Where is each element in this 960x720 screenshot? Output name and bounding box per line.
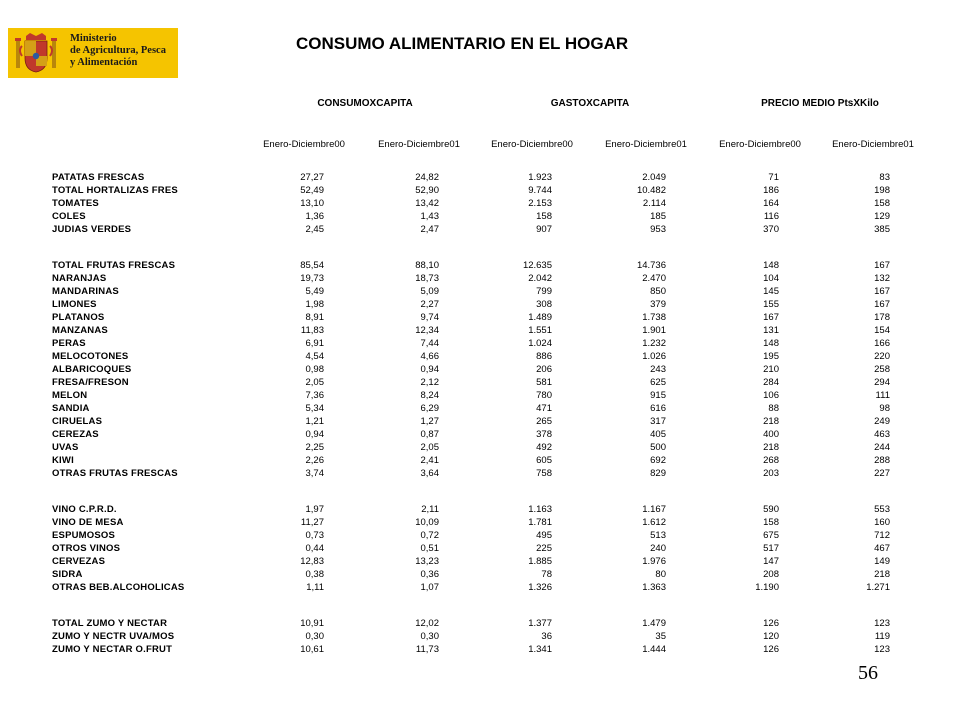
table-cell: 513 [650,530,666,541]
table-row [0,468,960,481]
table-cell: 1,97 [305,504,324,515]
table-cell: 9.744 [528,185,552,196]
table-cell: 1.163 [528,504,552,515]
table-row [0,325,960,338]
table-cell: 225 [536,543,552,554]
table-cell: 155 [763,299,779,310]
table-cell: 7,44 [420,338,439,349]
table-cell: 160 [874,517,890,528]
table-cell: 758 [536,468,552,479]
table-cell: 149 [874,556,890,567]
table-cell: 126 [763,644,779,655]
column-header: Enero-Diciembre01 [378,139,460,150]
table-cell: 2,47 [420,224,439,235]
column-header: Enero-Diciembre01 [832,139,914,150]
table-cell: 0,87 [420,429,439,440]
table-cell: 2,05 [420,442,439,453]
table-cell: 123 [874,618,890,629]
table-cell: 164 [763,198,779,209]
table-row [0,390,960,403]
table-cell: 98 [879,403,890,414]
table-cell: 111 [875,390,890,401]
row-label: PATATAS FRESCAS [52,172,145,183]
table-cell: 158 [874,198,890,209]
table-cell: 492 [536,442,552,453]
table-cell: 2,12 [420,377,439,388]
table-cell: 4,54 [305,351,324,362]
table-cell: 317 [650,416,666,427]
table-cell: 104 [763,273,779,284]
table-cell: 36 [541,631,552,642]
table-row [0,582,960,595]
table-cell: 1.479 [642,618,666,629]
table-cell: 249 [874,416,890,427]
table-cell: 378 [536,429,552,440]
table-cell: 780 [536,390,552,401]
table-cell: 1.901 [642,325,666,336]
table-cell: 0,38 [305,569,324,580]
table-cell: 1,07 [420,582,439,593]
table-cell: 0,30 [420,631,439,642]
table-cell: 1.363 [642,582,666,593]
table-cell: 27,27 [300,172,324,183]
table-cell: 198 [874,185,890,196]
table-row [0,455,960,468]
table-cell: 0,94 [420,364,439,375]
table-cell: 265 [536,416,552,427]
table-cell: 6,29 [420,403,439,414]
table-cell: 10,61 [300,644,324,655]
table-row [0,618,960,631]
table-row [0,644,960,657]
table-cell: 2,27 [420,299,439,310]
row-label: ESPUMOSOS [52,530,116,541]
row-label: KIWI [52,455,74,466]
row-label: OTRAS BEB.ALCOHOLICAS [52,582,185,593]
table-cell: 167 [763,312,779,323]
table-cell: 471 [536,403,552,414]
table-cell: 675 [763,530,779,541]
table-cell: 80 [655,569,666,580]
table-cell: 18,73 [415,273,439,284]
row-label: TOTAL FRUTAS FRESCAS [52,260,176,271]
table-cell: 463 [874,429,890,440]
ministry-line: de Agricultura, Pesca [70,45,166,56]
table-cell: 799 [536,286,552,297]
row-label: VINO C.P.R.D. [52,504,117,515]
table-cell: 605 [536,455,552,466]
column-group-gasto: GASTOXCAPITA [550,98,630,109]
table-row [0,517,960,530]
table-row [0,543,960,556]
table-cell: 120 [763,631,779,642]
table-cell: 148 [763,260,779,271]
table-cell: 83 [879,172,890,183]
table-cell: 1.444 [642,644,666,655]
table-cell: 3,74 [305,468,324,479]
table-cell: 167 [874,299,890,310]
table-cell: 370 [763,224,779,235]
table-cell: 123 [874,644,890,655]
table-cell: 2,26 [305,455,324,466]
table-cell: 0,73 [305,530,324,541]
table-cell: 379 [650,299,666,310]
table-cell: 288 [874,455,890,466]
table-cell: 132 [874,273,890,284]
table-cell: 1,36 [305,211,324,222]
table-row [0,429,960,442]
table-cell: 145 [763,286,779,297]
table-cell: 119 [874,631,890,642]
table-cell: 71 [768,172,779,183]
table-cell: 220 [874,351,890,362]
data-table [0,172,960,657]
table-cell: 0,30 [305,631,324,642]
coat-of-arms-icon [14,32,58,74]
table-cell: 116 [763,211,779,222]
column-header: Enero-Diciembre00 [263,139,345,150]
table-cell: 10,09 [415,517,439,528]
table-cell: 467 [874,543,890,554]
table-row [0,224,960,237]
table-cell: 178 [874,312,890,323]
table-cell: 616 [650,403,666,414]
table-cell: 244 [874,442,890,453]
table-cell: 88,10 [415,260,439,271]
ministry-line: Ministerio [70,33,117,44]
row-label: MELON [52,390,88,401]
page-number: 56 [858,662,878,684]
row-label: CERVEZAS [52,556,106,567]
row-label: OTROS VINOS [52,543,121,554]
row-label: OTRAS FRUTAS FRESCAS [52,468,178,479]
table-cell: 13,23 [415,556,439,567]
table-cell: 2.114 [642,198,666,209]
table-cell: 5,34 [305,403,324,414]
table-cell: 148 [763,338,779,349]
table-cell: 1,43 [420,211,439,222]
table-cell: 1.885 [528,556,552,567]
table-cell: 495 [536,530,552,541]
table-cell: 7,36 [305,390,324,401]
table-cell: 400 [763,429,779,440]
column-group-precio: PRECIO MEDIO PtsXKilo [761,98,879,109]
table-cell: 907 [536,224,552,235]
row-label: SIDRA [52,569,83,580]
table-cell: 0,51 [420,543,439,554]
table-cell: 1.341 [528,644,552,655]
table-cell: 12,83 [300,556,324,567]
table-cell: 1,21 [305,416,324,427]
table-cell: 154 [874,325,890,336]
table-cell: 185 [650,211,666,222]
row-label: MANDARINAS [52,286,119,297]
table-row [0,530,960,543]
table-row [0,273,960,286]
row-label: MELOCOTONES [52,351,129,362]
table-cell: 1,11 [306,582,324,593]
table-cell: 126 [763,618,779,629]
table-cell: 10,91 [300,618,324,629]
table-cell: 1,98 [305,299,324,310]
table-cell: 2.042 [528,273,552,284]
table-cell: 5,09 [420,286,439,297]
table-cell: 218 [763,416,779,427]
table-cell: 208 [763,569,779,580]
table-cell: 167 [874,286,890,297]
table-cell: 829 [650,468,666,479]
table-cell: 166 [874,338,890,349]
table-cell: 5,49 [305,286,324,297]
table-cell: 1.738 [642,312,666,323]
table-cell: 0,44 [305,543,324,554]
table-cell: 11,73 [415,644,439,655]
table-cell: 12.635 [522,260,552,271]
row-label: CIRUELAS [52,416,103,427]
table-cell: 1.190 [755,582,779,593]
row-label: VINO DE MESA [52,517,124,528]
table-cell: 500 [650,442,666,453]
table-cell: 2,25 [305,442,324,453]
table-row [0,403,960,416]
table-cell: 78 [541,569,552,580]
table-row [0,631,960,644]
table-cell: 4,66 [420,351,439,362]
table-cell: 52,49 [300,185,324,196]
table-cell: 10.482 [636,185,666,196]
table-cell: 240 [650,543,666,554]
row-label: ZUMO Y NECTR UVA/MOS [52,631,175,642]
table-cell: 13,10 [300,198,324,209]
table-cell: 1.232 [642,338,666,349]
table-cell: 590 [763,504,779,515]
row-label: TOMATES [52,198,99,209]
table-cell: 2.153 [528,198,552,209]
table-cell: 11,83 [300,325,324,336]
table-cell: 12,02 [415,618,439,629]
table-cell: 625 [650,377,666,388]
table-cell: 3,64 [420,468,439,479]
table-row [0,351,960,364]
table-cell: 186 [763,185,779,196]
table-cell: 284 [763,377,779,388]
table-cell: 88 [768,403,779,414]
table-cell: 581 [536,377,552,388]
table-cell: 0,36 [420,569,439,580]
table-cell: 243 [650,364,666,375]
page-title: CONSUMO ALIMENTARIO EN EL HOGAR [296,34,629,53]
table-row [0,172,960,185]
table-row [0,338,960,351]
table-cell: 131 [763,325,779,336]
table-cell: 8,91 [305,312,324,323]
table-cell: 886 [536,351,552,362]
table-cell: 517 [763,543,779,554]
row-label: ALBARICOQUES [52,364,132,375]
table-cell: 294 [874,377,890,388]
table-cell: 0,94 [305,429,324,440]
table-cell: 12,34 [415,325,439,336]
table-cell: 158 [536,211,552,222]
row-label: JUDIAS VERDES [52,224,132,235]
column-header: Enero-Diciembre00 [491,139,573,150]
table-cell: 2,11 [421,504,439,515]
table-cell: 167 [874,260,890,271]
table-cell: 8,24 [420,390,439,401]
table-cell: 85,54 [300,260,324,271]
table-cell: 13,42 [415,198,439,209]
table-row [0,504,960,517]
table-cell: 1.271 [866,582,890,593]
table-cell: 158 [763,517,779,528]
table-row [0,185,960,198]
table-cell: 1.326 [528,582,552,593]
table-cell: 2.049 [642,172,666,183]
table-cell: 385 [874,224,890,235]
table-cell: 1.489 [528,312,552,323]
row-label: FRESA/FRESON [52,377,129,388]
row-label: UVAS [52,442,79,453]
table-cell: 2,41 [420,455,439,466]
table-cell: 712 [874,530,890,541]
row-label: PLATANOS [52,312,105,323]
table-cell: 692 [650,455,666,466]
row-label: TOTAL HORTALIZAS FRES [52,185,178,196]
table-row [0,416,960,429]
table-cell: 35 [655,631,666,642]
table-row [0,198,960,211]
ministry-name [70,33,176,69]
table-cell: 9,74 [420,312,439,323]
column-group-consumo: CONSUMOXCAPITA [317,98,413,109]
table-cell: 1.024 [528,338,552,349]
table-cell: 147 [763,556,779,567]
table-row [0,299,960,312]
table-cell: 850 [650,286,666,297]
table-cell: 1.377 [528,618,552,629]
row-label: PERAS [52,338,86,349]
row-label: TOTAL ZUMO Y NECTAR [52,618,168,629]
row-label: MANZANAS [52,325,108,336]
row-label: NARANJAS [52,273,107,284]
row-label: COLES [52,211,86,222]
table-cell: 1.551 [528,325,552,336]
table-cell: 1.781 [528,517,552,528]
table-cell: 1.167 [642,504,666,515]
table-cell: 953 [650,224,666,235]
table-row [0,442,960,455]
table-cell: 258 [874,364,890,375]
table-cell: 6,91 [305,338,324,349]
column-header: Enero-Diciembre01 [605,139,687,150]
table-cell: 2,05 [305,377,324,388]
row-label: SANDIA [52,403,90,414]
table-cell: 14.736 [636,260,666,271]
table-row [0,286,960,299]
table-cell: 227 [874,468,890,479]
table-row [0,377,960,390]
ministry-line: y Alimentación [70,57,138,68]
row-label: LIMONES [52,299,97,310]
table-row [0,364,960,377]
table-cell: 19,73 [300,273,324,284]
table-cell: 11,27 [300,517,324,528]
ministry-logo [8,28,178,78]
table-cell: 308 [536,299,552,310]
table-cell: 1.026 [642,351,666,362]
table-cell: 2,45 [305,224,324,235]
table-cell: 2.470 [642,273,666,284]
row-label: CEREZAS [52,429,99,440]
table-cell: 106 [763,390,779,401]
table-cell: 24,82 [415,172,439,183]
table-row [0,211,960,224]
table-cell: 129 [874,211,890,222]
table-row [0,569,960,582]
table-cell: 1.612 [642,517,666,528]
table-cell: 0,98 [305,364,324,375]
table-cell: 553 [874,504,890,515]
table-cell: 195 [763,351,779,362]
row-label: ZUMO Y NECTAR O.FRUT [52,644,173,655]
table-cell: 0,72 [420,530,439,541]
table-cell: 203 [763,468,779,479]
table-cell: 268 [763,455,779,466]
table-cell: 218 [763,442,779,453]
table-cell: 218 [874,569,890,580]
table-cell: 405 [650,429,666,440]
table-cell: 206 [536,364,552,375]
column-header: Enero-Diciembre00 [719,139,801,150]
table-cell: 1.976 [642,556,666,567]
table-cell: 52,90 [415,185,439,196]
table-cell: 915 [650,390,666,401]
table-row [0,312,960,325]
table-row [0,260,960,273]
table-cell: 210 [763,364,779,375]
table-row [0,556,960,569]
table-cell: 1,27 [420,416,439,427]
table-cell: 1.923 [528,172,552,183]
